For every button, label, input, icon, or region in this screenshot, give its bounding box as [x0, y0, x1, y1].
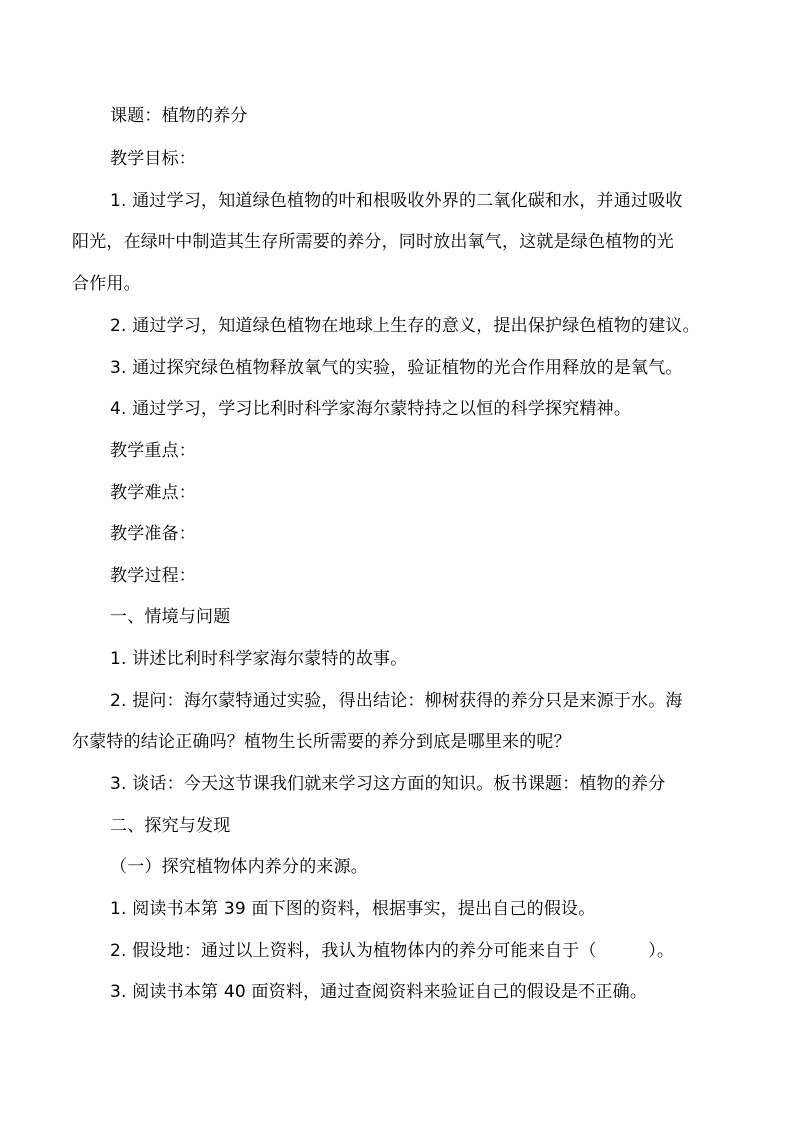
section-2-item-3: 3. 阅读书本第 40 面资料，通过查阅资料来验证自己的假设是不正确。	[110, 982, 648, 1002]
lesson-title: 课题：植物的养分	[110, 106, 248, 126]
preparation-heading: 教学准备：	[110, 524, 196, 544]
section-1-item-3: 3. 谈话：今天这节课我们就来学习这方面的知识。板书课题：植物的养分	[110, 774, 666, 794]
subsection-1-heading: （一）探究植物体内养分的来源。	[110, 857, 368, 877]
section-1-heading: 一、情境与问题	[110, 607, 231, 627]
section-2-item-2: 2. 假设地：通过以上资料，我认为植物体内的养分可能来自于（ ）。	[110, 941, 675, 961]
section-2-item-1: 1. 阅读书本第 39 面下图的资料，根据事实，提出自己的假设。	[110, 899, 596, 919]
section-1-item-1: 1. 讲述比利时科学家海尔蒙特的故事。	[110, 649, 408, 669]
objective-4: 4. 通过学习，学习比利时科学家海尔蒙特持之以恒的科学探究精神。	[110, 399, 632, 419]
objective-1-line-1: 1. 通过学习，知道绿色植物的叶和根吸收外界的二氧化碳和水，并通过吸收	[110, 191, 683, 211]
objective-2: 2. 通过学习，知道绿色植物在地球上生存的意义，提出保护绿色植物的建议。	[110, 316, 700, 336]
key-points-heading: 教学重点：	[110, 441, 196, 461]
objective-1-line-3: 合作用。	[72, 274, 141, 294]
section-1-item-2-line-1: 2. 提问：海尔蒙特通过实验，得出结论：柳树获得的养分只是来源于水。海	[110, 691, 683, 711]
section-1-item-2-line-2: 尔蒙特的结论正确吗？植物生长所需要的养分到底是哪里来的呢？	[72, 732, 571, 752]
objective-3: 3. 通过探究绿色植物释放氧气的实验，验证植物的光合作用释放的是氧气。	[110, 358, 683, 378]
process-heading: 教学过程：	[110, 566, 196, 586]
section-2-heading: 二、探究与发现	[110, 816, 231, 836]
objective-1-line-2: 阳光，在绿叶中制造其生存所需要的养分，同时放出氧气，这就是绿色植物的光	[72, 232, 674, 252]
objectives-heading: 教学目标：	[110, 149, 196, 169]
difficulties-heading: 教学难点：	[110, 483, 196, 503]
